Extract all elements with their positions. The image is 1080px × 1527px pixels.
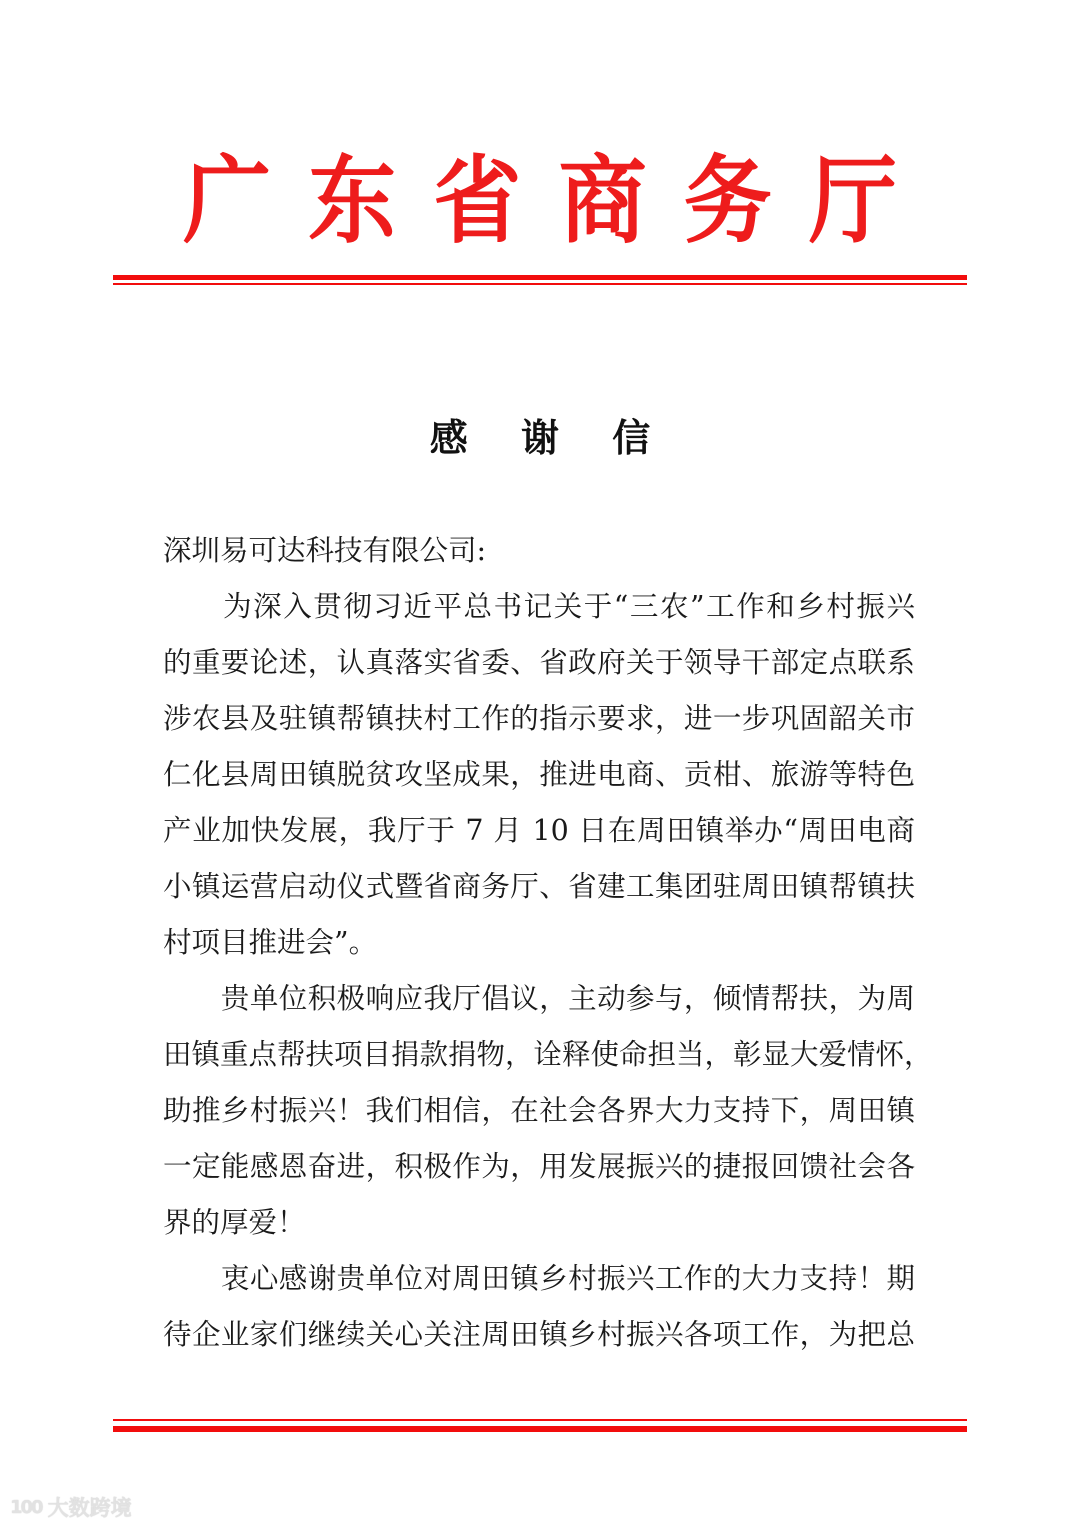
body-line: 田镇重点帮扶项目捐款捐物，诠释使命担当，彰显大爱情怀， <box>163 1038 933 1071</box>
footer-divider-thin <box>113 1419 967 1421</box>
watermark-logo-icon: 100 <box>10 1496 42 1518</box>
body-line: 一定能感恩奋进，积极作为，用发展振兴的捷报回馈社会各 <box>163 1150 915 1183</box>
body-line: 村项目推进会”。 <box>163 926 378 959</box>
title-char: 感 <box>429 415 468 460</box>
watermark-text: 大数跨境 <box>47 1496 132 1520</box>
body-line: 待企业家们继续关心关注周田镇乡村振兴各项工作，为把总 <box>163 1318 915 1351</box>
letterhead-char: 厅 <box>808 143 897 257</box>
header-divider-thick <box>113 275 967 280</box>
body-line: 产业加快发展，我厅于 7 月 10 日在周田镇举办“周田电商 <box>163 814 915 847</box>
body-line: 小镇运营启动仪式暨省商务厅、省建工集团驻周田镇帮镇扶 <box>163 870 915 903</box>
body-line: 助推乡村振兴！我们相信，在社会各界大力支持下，周田镇 <box>163 1094 915 1127</box>
salutation: 深圳易可达科技有限公司: <box>163 534 487 567</box>
letterhead-char: 省 <box>433 143 522 257</box>
footer-divider-thick <box>113 1426 967 1432</box>
header-divider-thin <box>113 283 967 285</box>
watermark <box>10 1494 132 1520</box>
body-line: 贵单位积极响应我厅倡议，主动参与，倾情帮扶，为周 <box>163 982 915 1015</box>
letter-body <box>163 523 933 1363</box>
body-line: 涉农县及驻镇帮镇扶村工作的指示要求，进一步巩固韶关市 <box>163 702 915 735</box>
body-line: 界的厚爱！ <box>163 1206 306 1239</box>
title-char: 信 <box>612 415 651 460</box>
body-line: 衷心感谢贵单位对周田镇乡村振兴工作的大力支持！期 <box>163 1262 915 1295</box>
body-line: 仁化县周田镇脱贫攻坚成果，推进电商、贡柑、旅游等特色 <box>163 758 915 791</box>
body-line: 为深入贯彻习近平总书记关于“三农”工作和乡村振兴 <box>163 590 915 623</box>
letterhead-char: 务 <box>683 143 772 257</box>
body-line: 的重要论述，认真落实省委、省政府关于领导干部定点联系 <box>163 646 915 679</box>
title-char: 谢 <box>520 415 559 460</box>
letter-title <box>0 413 1080 463</box>
letterhead-char: 商 <box>558 143 647 257</box>
letterhead-char: 东 <box>308 143 397 257</box>
letterhead-char: 广 <box>183 143 272 257</box>
issuer-letterhead <box>113 143 967 257</box>
